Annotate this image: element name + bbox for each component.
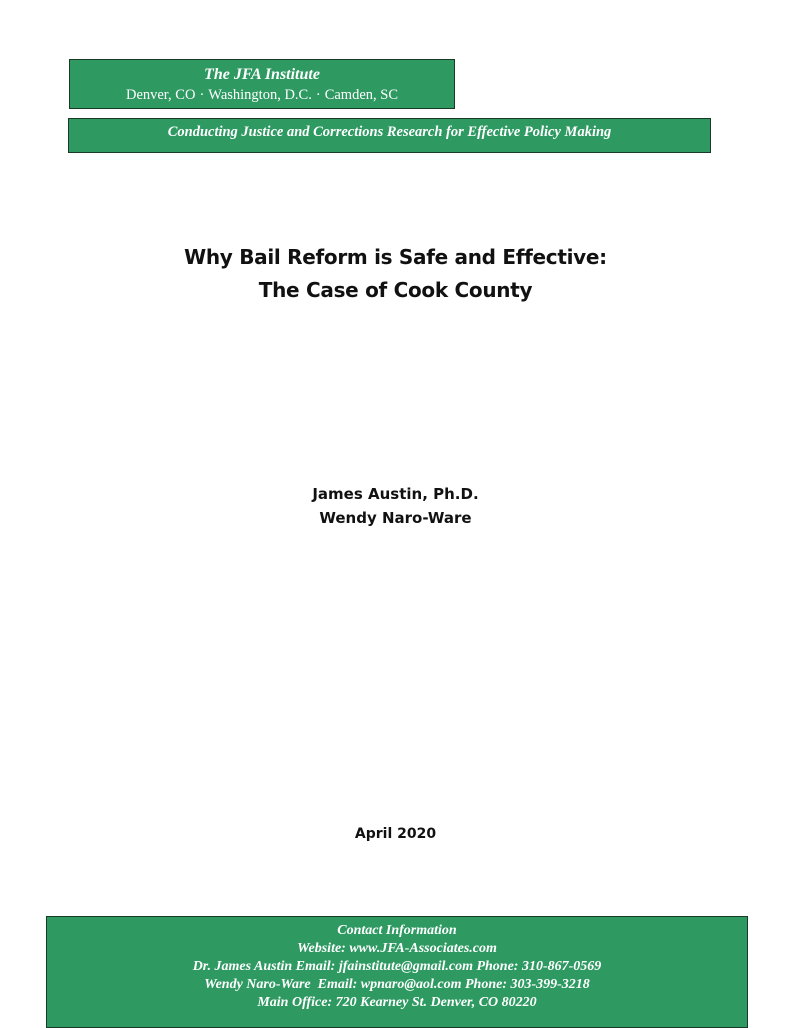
location-camden: Camden, SC (324, 87, 399, 103)
title-line-2: The Case of Cook County (258, 278, 533, 302)
tagline-text: Conducting Justice and Corrections Research for Effective Policy Making (167, 124, 612, 140)
title-line-1: Why Bail Reform is Safe and Effective: (184, 245, 607, 269)
separator-dot: · (199, 87, 205, 103)
tagline-box (68, 118, 711, 153)
contact-info-box (46, 916, 748, 1028)
contact-heading: Contact Information (337, 923, 457, 938)
contact-austin: Dr. James Austin Email: jfainstitute@gmail.com Phone: 310-867-0569 (192, 959, 602, 974)
institute-name: The JFA Institute (204, 66, 320, 83)
contact-website: Website: www.JFA-Associates.com (297, 941, 497, 956)
contact-main-office: Main Office: 720 Kearney St. Denver, CO 80220 (257, 995, 537, 1010)
author-naro-ware: Wendy Naro-Ware (319, 509, 472, 527)
institute-header-box (69, 59, 455, 109)
location-denver: Denver, CO (125, 87, 196, 103)
location-washington: Washington, D.C. (208, 87, 312, 103)
report-date: April 2020 (354, 826, 437, 842)
author-austin: James Austin, Ph.D. (312, 485, 479, 503)
contact-lines (47, 922, 747, 1012)
contact-naro-ware: Wendy Naro-Ware Email: wpnaro@aol.com Phone: 303-399-3218 (204, 977, 590, 992)
separator-dot: · (315, 87, 321, 103)
report-title (0, 241, 791, 307)
institute-locations (70, 87, 454, 104)
